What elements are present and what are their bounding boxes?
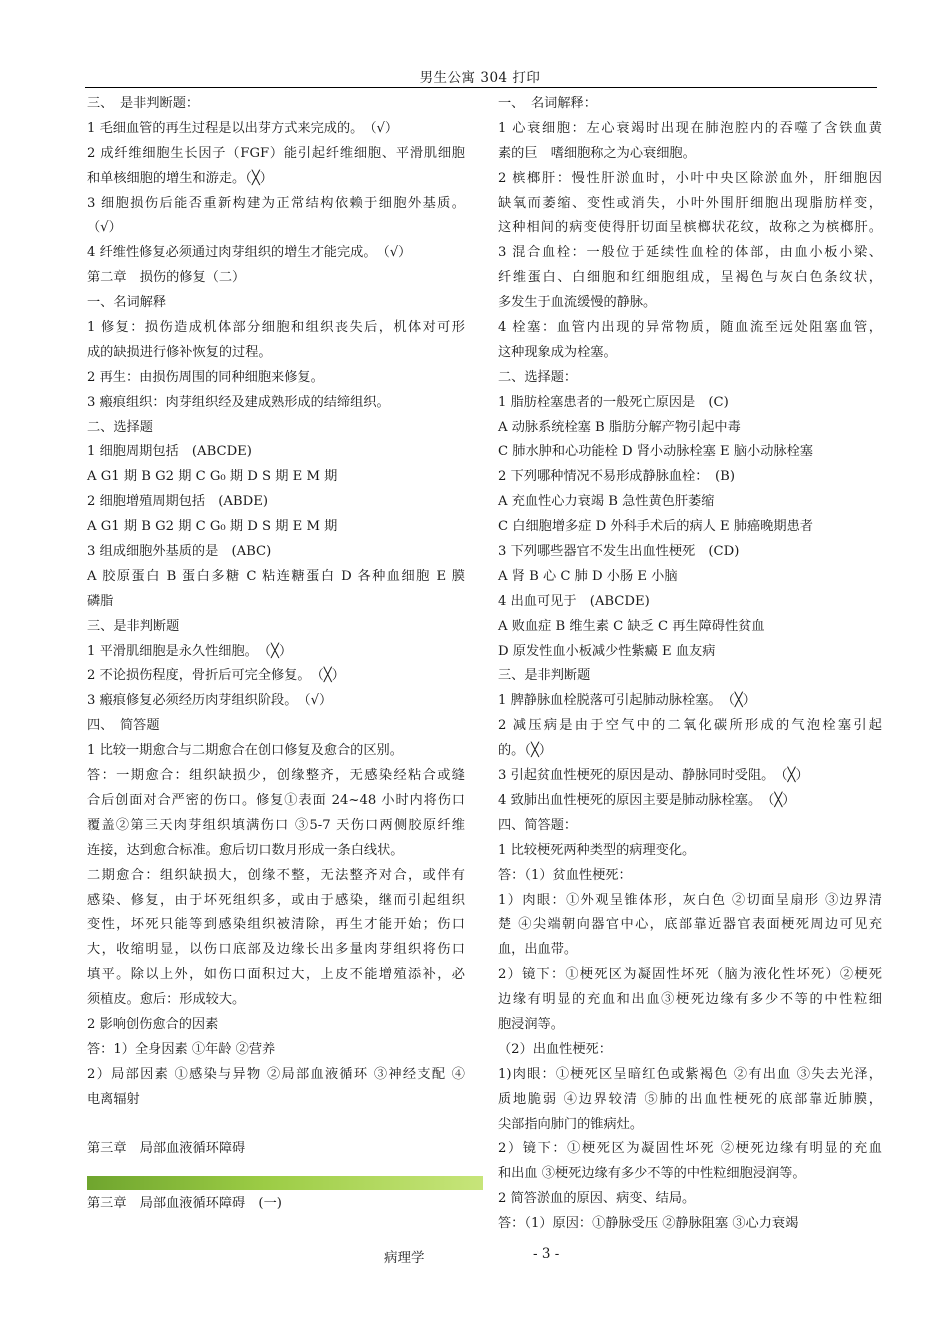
text-line: 4 致肺出血性梗死的原因主要是肺动脉栓塞。 （╳） — [498, 792, 796, 808]
text-line: 1 比较梗死两种类型的病理变化。 — [498, 842, 696, 858]
text-line: 1 脂肪栓塞患者的一般死亡原因是 (C) — [498, 394, 729, 410]
page-header: 男生公寓 304 打印 — [419, 70, 541, 86]
text-line: 二、选择题 — [87, 419, 153, 435]
text-line: A G1 期 B G2 期 C G₀ 期 D S 期 E M 期 — [87, 469, 338, 485]
text-line: （√） — [87, 220, 122, 236]
text-line: A 肾 B 心 C 肺 D 小肠 E 小脑 — [498, 568, 678, 584]
text-line: 4 栓塞：血管内出现的异常物质，随血流至远处阻塞血管， — [498, 320, 882, 336]
text-line: 多发生于血流缓慢的静脉。 — [498, 295, 657, 311]
text-line: 电离辐射 — [87, 1091, 140, 1107]
text-line: 3 细胞损伤后能否重新构建为正常结构依赖于细胞外基质。 — [87, 195, 465, 211]
text-line: 1 毛细血管的再生过程是以出芽方式来完成的。 （√） — [87, 120, 399, 136]
text-line: 2）镜下：①梗死区为凝固性坏死 ②梗死边缘有明显的充血 — [498, 1141, 882, 1157]
text-line: 答：一期愈合：组织缺损少，创缘整齐，无感染经粘合或缝 — [87, 768, 465, 784]
text-line: （2）出血性梗死： — [498, 1041, 612, 1057]
text-line: 2 不论损伤程度，骨折后可完全修复。 （╳） — [87, 668, 345, 684]
text-line: 感染、修复，由于坏死组织多，或由于感染，继而引起组织 — [87, 892, 465, 908]
footer-title: 病理学 — [384, 1250, 425, 1266]
text-line: A G1 期 B G2 期 C G₀ 期 D S 期 E M 期 — [87, 519, 338, 535]
text-line: 和出血 ③梗死边缘有多少不等的中性粒细胞浸润等。 — [498, 1166, 806, 1182]
text-line: 四、 简答题 — [87, 718, 160, 734]
text-line: 2 影响创伤愈合的因素 — [87, 1016, 219, 1032]
text-line: 三、是非判断题 — [87, 618, 180, 634]
text-line: 变性，坏死只能等到感染组织被清除，再生才能开始；伤口 — [87, 917, 465, 933]
text-line: 2 槟榔肝：慢性肝淤血时，小叶中央区除淤血外，肝细胞因 — [498, 170, 882, 186]
text-line: 尖部指向肺门的锥病灶。 — [498, 1116, 644, 1132]
blank-line — [87, 1113, 465, 1138]
text-line: 一、名词解释 — [87, 295, 167, 311]
text-line: 素的巨 嗜细胞称之为心衰细胞。 — [498, 145, 696, 161]
text-line: 磷脂 — [87, 593, 114, 609]
text-line: 2 细胞增殖周期包括 (ABDE) — [87, 494, 268, 510]
text-line: 成的缺损进行修补恢复的过程。 — [87, 344, 272, 360]
text-line: 二期愈合：组织缺损大，创缘不整，无法整齐对合，或伴有 — [87, 867, 465, 883]
text-line: 质地脆弱 ④边界较清 ⑤肺的出血性梗死的底部靠近肺膜， — [498, 1091, 882, 1107]
text-line: 1 平滑肌细胞是永久性细胞。 （╳） — [87, 643, 293, 659]
text-line: 1)肉眼：①梗死区呈暗红色或紫褐色 ②有出血 ③失去光泽， — [498, 1066, 882, 1082]
text-line: 连接，达到愈合标准。愈后切口数月形成一条白线状。 — [87, 842, 404, 858]
text-line: 覆盖②第三天肉芽组织填满伤口 ③5-7 天伤口两侧胶原纤维 — [87, 817, 465, 833]
text-line: 1 细胞周期包括 (ABCDE) — [87, 444, 252, 460]
text-line: 须植皮。愈后：形成较大。 — [87, 992, 246, 1008]
text-line: 这种相间的病变使得肝切面呈槟榔状花纹，故称之为槟榔肝。 — [498, 220, 882, 236]
text-line: 楚 ④尖端朝向器官中心，底部靠近器官表面梗死周边可见充 — [498, 917, 882, 933]
text-line: 2 再生：由损伤周围的同种细胞来修复。 — [87, 369, 324, 385]
text-line: C 白细胞增多症 D 外科手术后的病人 E 肺癌晚期患者 — [498, 519, 813, 535]
text-line: 2 下列哪种情况不易形成静脉血栓： (B) — [498, 469, 735, 485]
text-line: 1 比较一期愈合与二期愈合在创口修复及愈合的区别。 — [87, 743, 403, 759]
text-line: 3 瘢痕组织：肉芽组织经及建成熟形成的结缔组织。 — [87, 394, 390, 410]
text-line: D 原发性血小板减少性紫癜 E 血友病 — [498, 643, 716, 659]
text-line: 一、 名词解释： — [498, 96, 597, 111]
text-line: 合后创面对合严密的伤口。修复①表面 24~48 小时内将伤口 — [87, 792, 465, 808]
text-line: 缺氧而萎缩、变性或消失，小叶外围肝细胞出现脂肪样变， — [498, 195, 882, 211]
text-line: 血，出血带。 — [498, 942, 578, 958]
text-line: 2 减压病是由于空气中的二氧化碳所形成的气泡栓塞引起 — [498, 718, 882, 734]
section-divider-bar — [87, 1176, 483, 1190]
text-line: 3 组成细胞外基质的是 (ABC) — [87, 544, 272, 560]
text-line: 第三章 局部血液循环障碍 (一) — [87, 1196, 282, 1212]
text-line: A 动脉系统栓塞 B 脂肪分解产物引起中毒 — [498, 419, 741, 435]
text-line: 的。（╳） — [498, 743, 553, 759]
text-line: 答：（1）原因：①静脉受压 ②静脉阻塞 ③心力衰竭 — [498, 1216, 799, 1232]
text-line: 填平。除以上外，如伤口面积过大，上皮不能增殖添补，必 — [87, 967, 465, 983]
text-line: 胞浸润等。 — [498, 1016, 564, 1032]
text-line: 边缘有明显的充血和出血③梗死边缘有多少不等的中性粒细 — [498, 992, 882, 1008]
text-line: 2 成纤维细胞生长因子（FGF）能引起纤维细胞、平滑肌细胞 — [87, 145, 465, 161]
text-line: 三、 是非判断题： — [87, 96, 200, 111]
text-line: 2）局部因素 ①感染与异物 ②局部血液循环 ③神经支配 ④ — [87, 1066, 465, 1082]
header-divider — [85, 87, 877, 88]
right-column — [498, 92, 882, 1237]
text-line: 三、是非判断题 — [498, 668, 591, 684]
text-line: 答：1）全身因素 ①年龄 ②营养 — [87, 1041, 276, 1057]
left-column — [87, 92, 465, 1217]
text-line: A 败血症 B 维生素 C 缺乏 C 再生障碍性贫血 — [498, 618, 765, 634]
text-line: 3 引起贫血性梗死的原因是动、静脉同时受阻。 （╳） — [498, 768, 809, 784]
text-line: 和单核细胞的增生和游走。（╳） — [87, 170, 273, 186]
text-line: 四、简答题： — [498, 817, 578, 833]
text-line: 大，收缩明显，以伤口底部及边缘长出多量肉芽组织将伤口 — [87, 942, 465, 958]
text-line: 4 出血可见于 (ABCDE) — [498, 593, 650, 609]
text-line: 二、选择题： — [498, 369, 578, 385]
text-line: C 肺水肿和心功能栓 D 肾小动脉栓塞 E 脑小动脉栓塞 — [498, 444, 813, 460]
text-line: 2 简答淤血的原因、病变、结局。 — [498, 1191, 696, 1207]
text-line: A 胶原蛋白 B 蛋白多糖 C 粘连糖蛋白 D 各种血细胞 E 膜 — [87, 568, 465, 584]
text-line: 第三章 局部血液循环障碍 — [87, 1141, 246, 1157]
text-line: 答：（1）贫血性梗死： — [498, 867, 632, 883]
text-line: 3 瘢痕修复必须经历肉芽组织阶段。 （√） — [87, 693, 333, 709]
text-line: 2）镜下：①梗死区为凝固性坏死（脑为液化性坏死）②梗死 — [498, 967, 882, 983]
text-line: 4 纤维性修复必须通过肉芽组织的增生才能完成。 （√） — [87, 245, 412, 261]
text-line: A 充血性心力衰竭 B 急性黄色肝萎缩 — [498, 494, 715, 510]
text-line: 1 脾静脉血栓脱落可引起肺动脉栓塞。 （╳） — [498, 693, 756, 709]
text-line: 1 心衰细胞：左心衰竭时出现在肺泡腔内的吞噬了含铁血黄 — [498, 120, 882, 136]
page-number: - 3 - — [533, 1246, 560, 1262]
text-line: 纤维蛋白、白细胞和红细胞组成，呈褐色与灰白色条纹状， — [498, 270, 882, 286]
text-line: 3 混合血栓：一般位于延续性血栓的体部，由血小板小梁、 — [498, 245, 882, 261]
text-line: 3 下列哪些器官不发生出血性梗死 (CD) — [498, 544, 740, 560]
text-line: 第二章 损伤的修复（二） — [87, 270, 246, 286]
text-line: 这种现象成为栓塞。 — [498, 344, 617, 360]
text-line: 1）肉眼：①外观呈锥体形，灰白色 ②切面呈扇形 ③边界清 — [498, 892, 882, 908]
text-line: 1 修复：损伤造成机体部分细胞和组织丧失后，机体对可形 — [87, 320, 465, 336]
